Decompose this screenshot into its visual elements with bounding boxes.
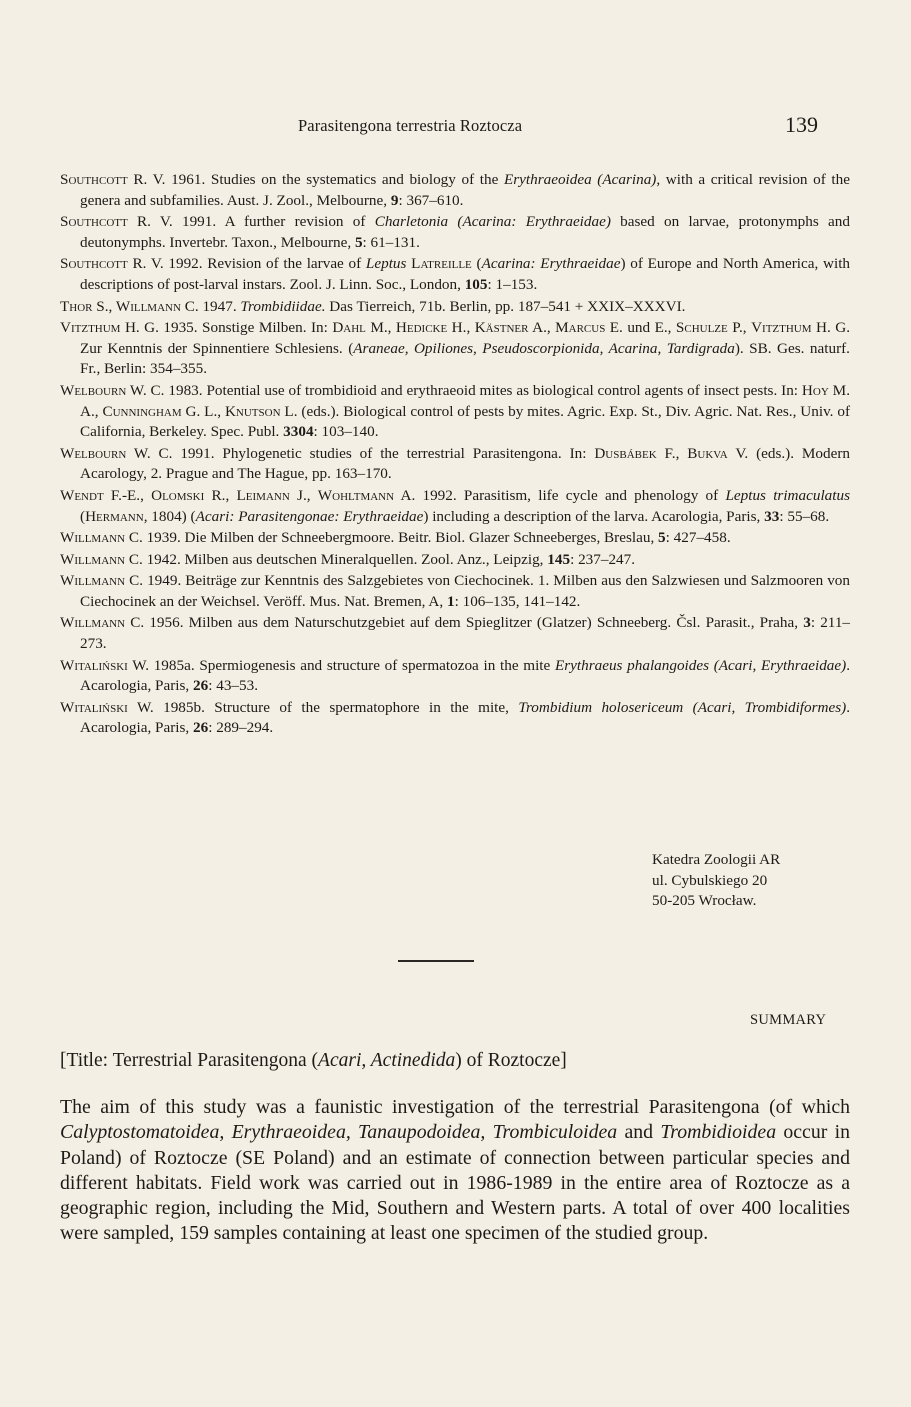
author-name: Willmann bbox=[60, 572, 126, 590]
reference-text: A. 1992. Parasitism, life cycle and phenology of bbox=[394, 486, 726, 504]
reference-text: : 427–458. bbox=[665, 529, 731, 547]
author-name: Vitzthum bbox=[751, 319, 812, 337]
author-name: Hermann bbox=[85, 507, 144, 525]
reference-text: 1947. bbox=[198, 297, 241, 315]
reference-text: and bbox=[617, 1121, 661, 1144]
reference-text: : 367–610. bbox=[398, 191, 464, 209]
reference-text: : 211–273. bbox=[80, 614, 851, 653]
author-name: Willmann bbox=[60, 550, 126, 568]
address-line: 50-205 Wrocław. bbox=[652, 892, 757, 910]
summary-heading: SUMMARY bbox=[750, 1012, 827, 1028]
volume-number: 5 bbox=[354, 233, 363, 251]
address-line: Katedra Zoologii AR bbox=[652, 851, 781, 868]
reference-text: : 1–153. bbox=[487, 275, 538, 293]
reference-entry bbox=[60, 381, 850, 443]
volume-number: 3304 bbox=[283, 423, 314, 441]
reference-text: ) of Europe and North America, with descriptions of post-larval instars. Zool. J. Linn. Soc., London, bbox=[80, 255, 851, 293]
reference-text: G. L., bbox=[181, 402, 225, 420]
reference-text: : 103–140. bbox=[313, 423, 379, 441]
author-name: Willmann bbox=[60, 614, 126, 632]
reference-text: 1961. Studies on the systematics and biology of the bbox=[165, 171, 504, 188]
reference-list bbox=[60, 170, 850, 740]
reference-text: H. G. 1935. Sonstige Milben. In: bbox=[120, 319, 333, 337]
reference-entry bbox=[60, 613, 850, 654]
reference-entry bbox=[60, 170, 850, 211]
reference-entry bbox=[60, 254, 850, 295]
reference-entry bbox=[60, 318, 850, 380]
author-name: Wendt bbox=[60, 486, 104, 504]
author-name: Wohltmann bbox=[317, 486, 395, 504]
taxon-italic: Calyptostomatoidea, Erythraeoidea, Tanaupodoidea, Trombiculoidea bbox=[60, 1121, 618, 1144]
author-name: Leimann bbox=[236, 486, 290, 504]
reference-text: L. (eds.). Biological control of pests by mites. Agric. Exp. St., Div. Agric. Nat. Res., Univ. of California, Berkeley. Spec. Publ. bbox=[80, 402, 851, 441]
author-name: Dahl M., Hedicke H., Kästner A., Marcus bbox=[332, 319, 606, 337]
author-name: Southcott R. V. bbox=[60, 171, 166, 188]
reference-text: F., bbox=[656, 444, 688, 462]
reference-text: Das Tierreich, 71b. Berlin, pp. 187–541 + XXIX–XXXVI. bbox=[325, 297, 686, 315]
reference-text: V. (eds.). Modern Acarology, 2. Prague and The Hague, pp. 163–170. bbox=[80, 444, 850, 483]
reference-entry bbox=[60, 444, 850, 485]
volume-number: 26 bbox=[193, 677, 209, 695]
reference-text: C. 1949. Beiträge zur Kenntnis des Salzgebietes von Ciechocinek. 1. Milben aus den Salzwiesen und Salzmooren von Ciechocinek an der Weichsel. Veröff. Mus. Nat. Bremen, A, bbox=[80, 572, 850, 610]
page-number: 139 bbox=[785, 112, 818, 137]
author-name: Southcott R. V. bbox=[60, 213, 173, 231]
reference-text: : 237–247. bbox=[570, 550, 636, 568]
author-name: Bukva bbox=[687, 444, 728, 462]
taxon-italic: Acarina: Erythraeidae bbox=[481, 255, 621, 273]
reference-entry bbox=[60, 528, 850, 549]
reference-entry bbox=[60, 550, 850, 571]
summary-title-taxon: Acari, Actinedida bbox=[318, 1050, 456, 1071]
volume-number: 145 bbox=[547, 550, 571, 568]
author-name: Schulze bbox=[675, 319, 728, 337]
taxon-italic: Erythraeus phalangoides (Acari, Erythraeidae) bbox=[554, 656, 847, 674]
reference-text: The aim of this study was a faunistic investigation of the terrestrial Parasitengona (of which bbox=[60, 1096, 850, 1118]
author-name: Knutson bbox=[224, 402, 281, 420]
volume-number: 9 bbox=[390, 191, 399, 209]
reference-entry bbox=[60, 571, 850, 612]
reference-text: : 43–53. bbox=[208, 677, 259, 695]
reference-text: occur in Poland) of Roztocze (SE Poland) and an estimate of connection between particular species and different habitats. Field work was carried out in 1986-1989 in the entire area of Roztocze as a geographic region, including the Mid, Southern and Western parts. A total of over 400 localities were sampled, 159 samples containing at least one specimen of the studied group. bbox=[60, 1121, 850, 1245]
author-name: Welbourn bbox=[60, 381, 127, 399]
reference-text: , 1804) ( bbox=[143, 507, 196, 525]
reference-text: : 55–68. bbox=[779, 507, 830, 525]
reference-text: E. und E., bbox=[605, 319, 676, 337]
volume-number: 3 bbox=[803, 614, 811, 632]
author-name: Dusbábek bbox=[594, 444, 657, 462]
address-line: ul. Cybulskiego 20 bbox=[652, 871, 768, 889]
reference-text: W. 1985b. Structure of the spermatophore in the mite, bbox=[127, 698, 519, 716]
reference-text: C. 1956. Milben aus dem Naturschutzgebiet auf dem Spieglitzer (Glatzer) Schneeberg. Čsl. Parasit., Praha, bbox=[125, 614, 804, 632]
running-title: Parasitengona terrestria Roztocza bbox=[298, 116, 523, 135]
reference-entry bbox=[60, 212, 850, 253]
taxon-italic: Trombidium holosericeum (Acari, Trombidiformes) bbox=[518, 698, 847, 716]
reference-text: 1992. Revision of the larvae of bbox=[163, 255, 366, 273]
summary-title bbox=[60, 1050, 850, 1072]
reference-text: W. C. 1991. Phylogenetic studies of the terrestrial Parasitengona. In: bbox=[126, 444, 595, 462]
reference-text: . Acarologia, Paris, bbox=[80, 698, 851, 737]
author-name: Latreille bbox=[411, 255, 472, 273]
author-name: Cunningham bbox=[102, 402, 182, 420]
author-name: Southcott R. V. bbox=[60, 255, 164, 273]
volume-number: 5 bbox=[658, 529, 666, 547]
taxon-italic: Erythraeoidea (Acarina) bbox=[503, 171, 657, 188]
reference-text: : 289–294. bbox=[208, 719, 274, 737]
reference-text: ) including a description of the larva. Acarologia, Paris, bbox=[423, 507, 765, 525]
taxon-italic: Trombidioidea bbox=[660, 1121, 777, 1144]
running-header bbox=[0, 112, 911, 142]
reference-entry bbox=[60, 297, 850, 318]
volume-number: 1 bbox=[446, 592, 455, 610]
reference-entry bbox=[60, 656, 850, 697]
volume-number: 105 bbox=[464, 275, 488, 293]
author-name: Olomski bbox=[151, 486, 205, 504]
volume-number: 33 bbox=[764, 507, 780, 525]
section-divider bbox=[398, 960, 474, 962]
reference-text: based on larvae, protonymphs and deutonymphs. Invertebr. Taxon., Melbourne, bbox=[80, 213, 850, 251]
taxon-italic: Araneae, Opiliones, Pseudoscorpionida, Acarina, Tardigrada bbox=[353, 339, 735, 357]
reference-entry bbox=[60, 486, 850, 527]
reference-text: : 106–135, 141–142. bbox=[454, 592, 581, 610]
taxon-italic: Leptus trimaculatus bbox=[725, 486, 850, 504]
volume-number: 26 bbox=[193, 719, 209, 737]
author-name: Witaliński bbox=[60, 656, 128, 674]
reference-entry bbox=[60, 698, 850, 739]
reference-text: ). SB. Ges. naturf. Fr., Berlin: 354–355. bbox=[80, 339, 850, 378]
reference-text: W. C. 1983. Potential use of trombidioid and erythraeoid mites as biological control agents of insect pests. In: bbox=[126, 381, 802, 399]
author-name: Willmann bbox=[60, 529, 126, 547]
reference-text: R., bbox=[204, 486, 237, 504]
author-name: Welbourn bbox=[60, 444, 127, 462]
summary-title-text: ) of Roztocze] bbox=[455, 1050, 567, 1071]
reference-text: C. 1942. Milben aus deutschen Mineralquellen. Zool. Anz., Leipzig, bbox=[125, 550, 548, 568]
summary-body bbox=[60, 1095, 850, 1247]
author-name: Witaliński bbox=[60, 698, 128, 716]
reference-text: W. 1985a. Spermiogenesis and structure of spermatozoa in the mite bbox=[127, 656, 555, 674]
reference-text: ( bbox=[471, 255, 482, 273]
reference-text: P., bbox=[727, 319, 752, 337]
reference-text: , with a critical revision of the genera and subfamilies. Aust. J. Zool., Melbourne, bbox=[80, 171, 850, 209]
taxon-italic: Acari: Parasitengonae: Erythraeidae bbox=[195, 507, 424, 525]
author-address bbox=[652, 850, 780, 912]
author-name: Hoy bbox=[801, 381, 829, 399]
author-name: Vitzthum bbox=[60, 319, 121, 337]
reference-text: 1991. A further revision of bbox=[172, 213, 375, 231]
reference-text: J., bbox=[289, 486, 318, 504]
reference-text: : 61–131. bbox=[362, 233, 420, 251]
reference-text: C. 1939. Die Milben der Schneebergmoore. Beitr. Biol. Glazer Schneeberges, Breslau, bbox=[125, 529, 659, 547]
summary-title-text: [Title: Terrestrial Parasitengona ( bbox=[60, 1050, 319, 1071]
taxon-italic: Charletonia (Acarina: Erythraeidae) bbox=[374, 213, 611, 231]
taxon-italic: Leptus bbox=[365, 255, 407, 273]
reference-text: . Acarologia, Paris, bbox=[80, 656, 850, 695]
reference-text: H. G. Zur Kenntnis der Spinnentiere Schlesiens. ( bbox=[80, 319, 850, 357]
reference-text: M. A., bbox=[80, 381, 850, 420]
reference-text: ( bbox=[80, 507, 86, 525]
reference-text: F.-E., bbox=[103, 486, 152, 504]
author-name: Thor S., Willmann C. bbox=[60, 297, 199, 315]
taxon-italic: Trombidiidae. bbox=[240, 297, 326, 315]
